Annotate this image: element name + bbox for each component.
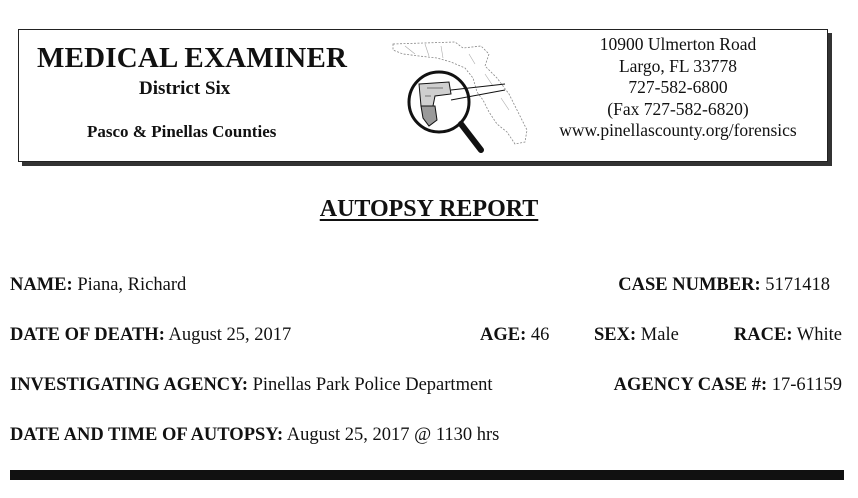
investigating-agency-field <box>10 375 493 396</box>
autopsy-datetime-label: DATE AND TIME OF AUTOPSY: <box>10 425 284 445</box>
report-title-text: AUTOPSY REPORT <box>319 196 539 222</box>
case-number-field <box>618 275 830 296</box>
fax-number: (Fax 727-582-6820) <box>607 98 749 119</box>
autopsy-datetime-field <box>10 425 499 446</box>
investigating-agency-label: INVESTIGATING AGENCY: <box>10 375 248 395</box>
race-value: White <box>796 325 842 345</box>
website-url: www.pinellascounty.org/forensics <box>559 120 797 140</box>
report-title <box>0 196 858 223</box>
date-of-death-value: August 25, 2017 <box>168 325 292 345</box>
city-state-zip: Largo, FL 33778 <box>618 55 738 76</box>
sex-value: Male <box>640 325 679 345</box>
case-number-value: 5171418 <box>765 275 830 295</box>
name-label: NAME: <box>10 275 73 295</box>
agency-case-label: AGENCY CASE #: <box>613 375 768 395</box>
autopsy-datetime-value: August 25, 2017 @ 1130 hrs <box>286 425 500 445</box>
investigating-agency-value: Pinellas Park Police Department <box>252 375 493 395</box>
letterhead <box>18 29 828 162</box>
case-number-label: CASE NUMBER: <box>618 275 761 295</box>
race-label: RACE: <box>733 325 793 345</box>
phone-number: 727-582-6800 <box>628 77 728 97</box>
sex-label: SEX: <box>594 325 637 345</box>
date-of-death-label: DATE OF DEATH: <box>10 325 165 345</box>
age-field <box>480 325 549 346</box>
florida-map-magnifier-icon <box>385 34 545 156</box>
examiner-title: MEDICAL EXAMINER <box>37 42 348 74</box>
age-label: AGE: <box>480 325 527 345</box>
date-of-death-field <box>10 325 291 346</box>
name-field <box>10 275 186 296</box>
section-divider <box>10 470 844 480</box>
age-value: 46 <box>530 325 550 345</box>
contact-address-block <box>533 34 823 142</box>
street-address: 10900 Ulmerton Road <box>599 34 757 54</box>
race-field <box>734 325 842 346</box>
counties-label: Pasco & Pinellas Counties <box>87 122 277 141</box>
agency-case-value: 17-61159 <box>771 375 842 395</box>
sex-field <box>594 325 679 346</box>
agency-case-field <box>614 375 842 396</box>
district-label: District Six <box>139 78 231 99</box>
name-value: Piana, Richard <box>77 275 187 295</box>
